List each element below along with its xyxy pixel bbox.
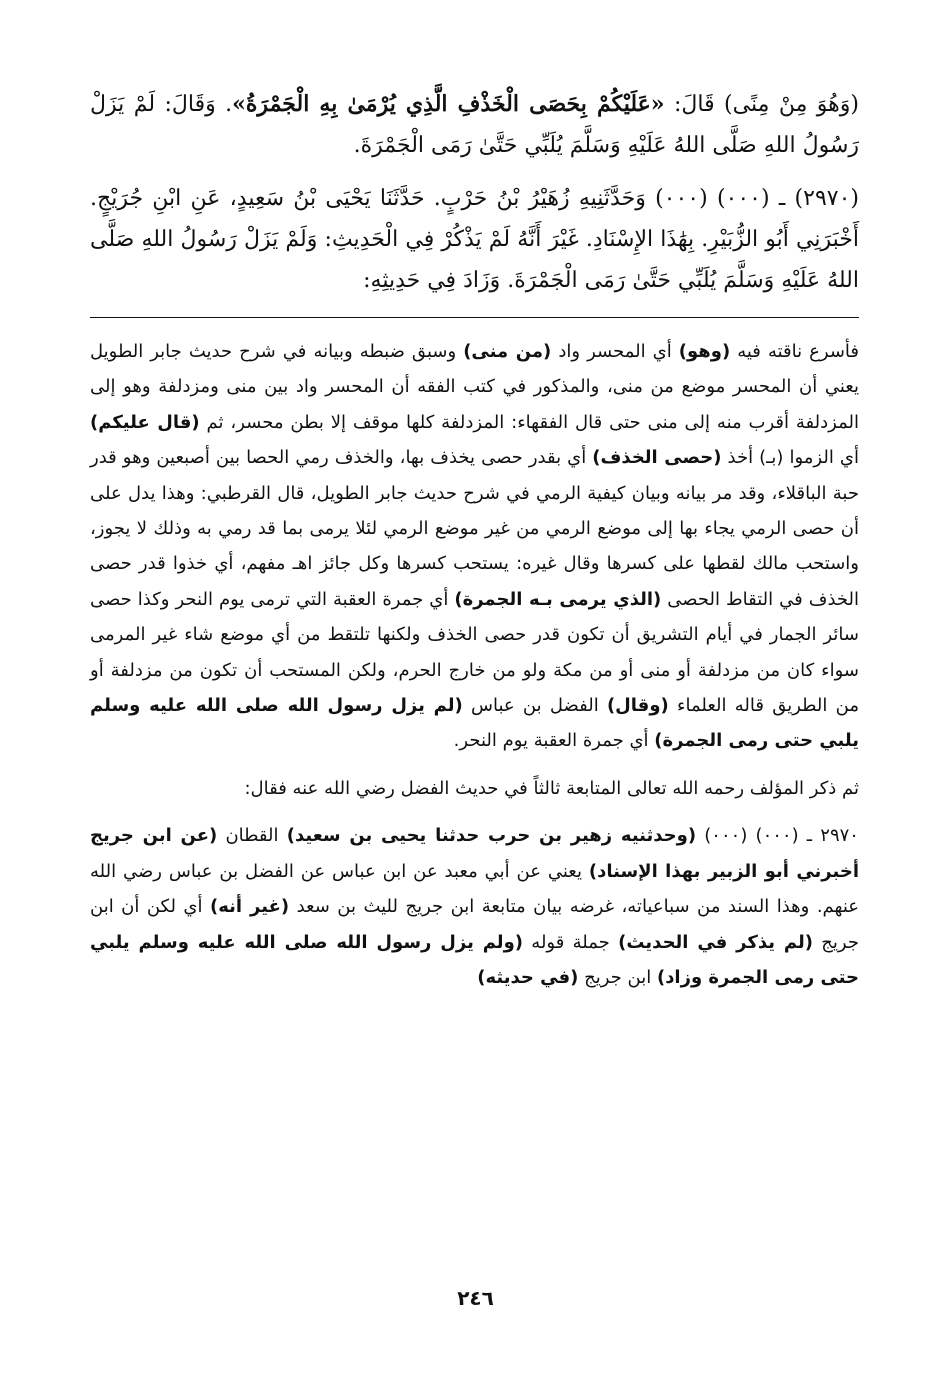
commentary-segment-bold: (وهو) [678,341,731,362]
commentary-segment: الفضل بن عباس [462,695,607,717]
footnote-divider [90,317,859,318]
commentary-segment-bold: (وقال) [606,695,669,717]
commentary-segment-bold: (في حديثه) [477,966,579,988]
commentary-segment-bold: (عن ابن جريج أخبرني أبو الزبير بهذا الإسناد) [90,825,859,882]
hadith-text-segment: (٢٩٧٠) ـ (٠٠٠) (٠٠٠) وَحَدَّثَنِيهِ زُهَيْرُ بْنُ حَرْبٍ. حَدَّثَنَا يَحْيَى بْنُ سَعِيدٍ، عَنِ ابْنِ جُرَيْجٍ. أَخْبَرَنِي أَبُو الزُّبَيْرِ. بِهَٰذَا الإِسْنَادِ. غَيْرَ أَنَّهُ لَمْ يَذْكُرْ فِي الْحَدِيثِ: وَلَمْ يَزَلْ رَسُولُ اللهِ صَلَّى اللهُ عَلَيْهِ وَسَلَّمَ يُلَبِّي حَتَّىٰ رَمَى الْجَمْرَةَ. وَزَادَ فِي حَدِيثِهِ: [90,186,859,293]
commentary-segment-bold: (لم يذكر في الحديث) [618,931,813,953]
commentary-paragraph-1 [90,334,859,759]
hadith-text-paragraph-1 [90,84,859,166]
commentary-segment: القطان [217,825,287,847]
commentary-segment-bold: (غير أنه) [209,896,290,918]
commentary-segment-bold: (قال عليكم) [90,411,200,433]
hadith-text-segment: (وَهُوَ مِنْ مِنًى) قَالَ: [664,92,859,117]
hadith-text-segment: . وَقَالَ: لَمْ يَزَلْ رَسُولُ اللهِ صَلَّى اللهُ عَلَيْهِ وَسَلَّمَ يُلَبِّي حَتَّىٰ رَمَى الْجَمْرَةَ. [90,92,859,158]
commentary-segment: أي المحسر واد [551,341,679,362]
commentary-segment: أي بقدر حصى يخذف بها، والخذف رمي الحصا بين أصبعين وهو قدر حبة الباقلاء، وقد مر بيانه وبيان كيفية الرمي في شرح حديث جابر الطويل، قال القرطبي: وهذا يدل على أن حصى الرمي يجاء بها إلى موضع الرمي من غير موضع الرمي لئلا يرمى بما قد رمي به وذلك لا يجوز، واستحب مالك لقطها على كسرها وقال غيره: يستحب كسرها وكل جائز اهـ مفهم، أي خذوا قدر حصى الخذف في التقاط الحصى [90,447,859,610]
page [90,84,859,1379]
commentary-segment-bold: (لم يزل رسول الله صلى الله عليه وسلم يلبي حتى رمى الجمرة) [90,695,859,752]
commentary-segment: ثم ذكر المؤلف رحمه الله تعالى المتابعة ثالثاً في حديث الفضل رضي الله عنه فقال: [244,777,859,799]
commentary-segment-bold: (وحدثنيه زهير بن حرب حدثنا يحيى بن سعيد) [286,825,697,847]
commentary-segment: ٢٩٧٠ ـ (٠٠٠) (٠٠٠) [696,825,859,847]
commentary-segment-bold: (الذي يرمى بـه الجمرة) [454,588,662,610]
commentary-segment: أي جمرة العقبة التي ترمى يوم النحر وكذا حصى سائر الجمار في أيام التشريق أن تكون قدر حصى الخذف ولكنها تلتقط من أي موضع شاء غير المرمى سواء كان من مزدلفة أو منى أو من مكة ولو من خارج الحرم، ولكن المستحب أن تكون من مزدلفة أو من الطريق قاله العلماء [90,588,860,717]
commentary-segment: جملة قوله [522,931,619,953]
commentary-segment: فأسرع ناقته فيه [730,341,860,362]
commentary-segment: وسبق ضبطه وبيانه في شرح حديث جابر الطويل يعني أن المحسر موضع من منى، والمذكور في كتب الفقه أن المحسر واد بين منى ومزدلفة وهو إلى المزدلفة أقرب منه إلى منى حتى قال الفقهاء: المزدلفة كلها موقف إلا بطن محسر، ثم [90,341,859,433]
hadith-text-paragraph-2 [90,178,859,301]
page-number: ٢٤٦ [457,1286,494,1310]
commentary-segment: يعني عن أبي معبد عن ابن عباس عن الفضل بن عباس رضي الله عنهم. وهذا السند من سباعياته، غرضه بيان متابعة ابن جريج لليث بن سعد [90,860,859,918]
commentary-segment-bold: (من منى) [463,341,552,362]
commentary-segment: أي لكن أن ابن جريج [90,896,859,953]
commentary-segment-bold: (حصى الخذف) [592,447,722,469]
hadith-text-segment-bold: «عَلَيْكُمْ بِحَصَى الْخَذْفِ الَّذِي يُرْمَىٰ بِهِ الْجَمْرَةُ» [232,91,665,117]
commentary-segment: أي الزموا (بـ) أخذ [721,447,859,469]
commentary-segment: أي جمرة العقبة يوم النحر. [453,730,655,752]
commentary-paragraph-3 [90,818,859,995]
commentary-segment-bold: (ولم يزل رسول الله صلى الله عليه وسلم يلبي حتى رمى الجمرة وزاد) [90,931,859,988]
commentary-paragraph-2 [90,771,859,806]
commentary-segment: ابن جريج [578,966,657,988]
